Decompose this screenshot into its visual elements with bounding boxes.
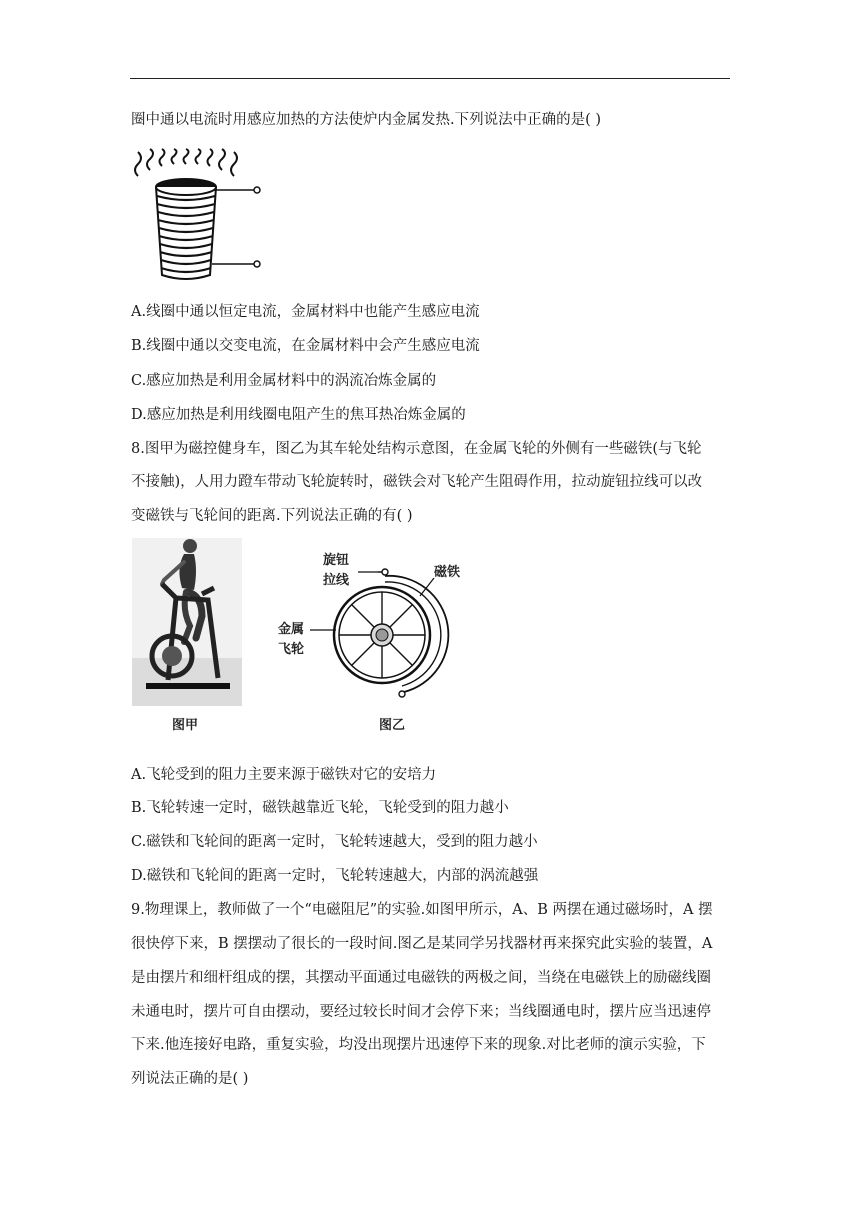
- q9-stem-line-6: 列说法正确的是( ): [131, 1071, 249, 1087]
- label-knob-2: 拉线: [323, 573, 350, 588]
- label-flywheel-2: 飞轮: [278, 642, 305, 657]
- q8-stem-line-2: 不接触)，人用力蹬车带动飞轮旋转时，磁铁会对飞轮产生阻碍作用，拉动旋钮拉线可以改: [131, 474, 703, 490]
- q8-stem-line-3: 变磁铁与飞轮间的距离.下列说法正确的有( ): [131, 508, 413, 524]
- caption-figure-a: 图甲: [172, 718, 199, 733]
- q9-stem-line-4: 未通电时，摆片可自由摆动，要经过较长时间才会停下来；当线圈通电时，摆片应当迅速停: [131, 1004, 711, 1020]
- rider-torso: [179, 554, 196, 590]
- label-knob-1: 旋钮: [323, 553, 350, 568]
- q7-option-d: D.感应加热是利用线圈电阻产生的焦耳热冶炼金属的: [131, 407, 466, 423]
- coil-terminals: [212, 187, 260, 267]
- q8-stem-line-1: 8.图甲为磁控健身车，图乙为其车轮处结构示意图，在金属飞轮的外侧有一些磁铁(与飞轮: [131, 441, 702, 457]
- q9-stem-line-5: 下来.他连接好电路，重复实验，均没出现摆片迅速停下来的现象.对比老师的演示实验，下: [131, 1037, 706, 1053]
- q8-option-a: A.飞轮受到的阻力主要来源于磁铁对它的安培力: [131, 767, 437, 783]
- q9-stem-line-3: 是由摆片和细杆组成的摆，其摆动平面通过电磁铁的两极之间，当绕在电磁铁上的励磁线圈: [131, 970, 711, 986]
- q7-option-c: C.感应加热是利用金属材料中的涡流冶炼金属的: [131, 373, 437, 389]
- rider-head: [183, 539, 197, 553]
- q7-option-b: B.线圈中通以交变电流，在金属材料中会产生感应电流: [131, 338, 480, 354]
- q7-stem: 圈中通以电流时用感应加热的方法使炉内金属发热.下列说法中正确的是( ): [131, 112, 602, 128]
- exercise-bike-photo: [132, 538, 242, 706]
- induction-furnace-figure: [128, 148, 268, 283]
- q7-option-a: A.线圈中通以恒定电流，金属材料中也能产生感应电流: [131, 304, 480, 320]
- q8-option-b: B.飞轮转速一定时，磁铁越靠近飞轮，飞轮受到的阻力越小: [131, 800, 509, 816]
- q8-option-c: C.磁铁和飞轮间的距离一定时，飞轮转速越大，受到的阻力越小: [131, 834, 538, 850]
- q9-stem-line-1: 9.物理课上，教师做了一个“电磁阻尼”的实验.如图甲所示，A、B 两摆在通过磁场时，A 摆: [131, 902, 713, 918]
- q8-option-d: D.磁铁和飞轮间的距离一定时，飞轮转速越大，内部的涡流越强: [131, 868, 539, 884]
- heat-waves-icon: [135, 149, 237, 176]
- label-magnet: 磁铁: [434, 565, 461, 580]
- q9-stem-line-2: 很快停下来，B 摆摆动了很长的一段时间.图乙是某同学另找器材再来探究此实验的装置，A: [131, 936, 713, 952]
- label-flywheel-1: 金属: [278, 622, 305, 637]
- caption-figure-b: 图乙: [379, 718, 406, 733]
- header-rule: [130, 78, 730, 79]
